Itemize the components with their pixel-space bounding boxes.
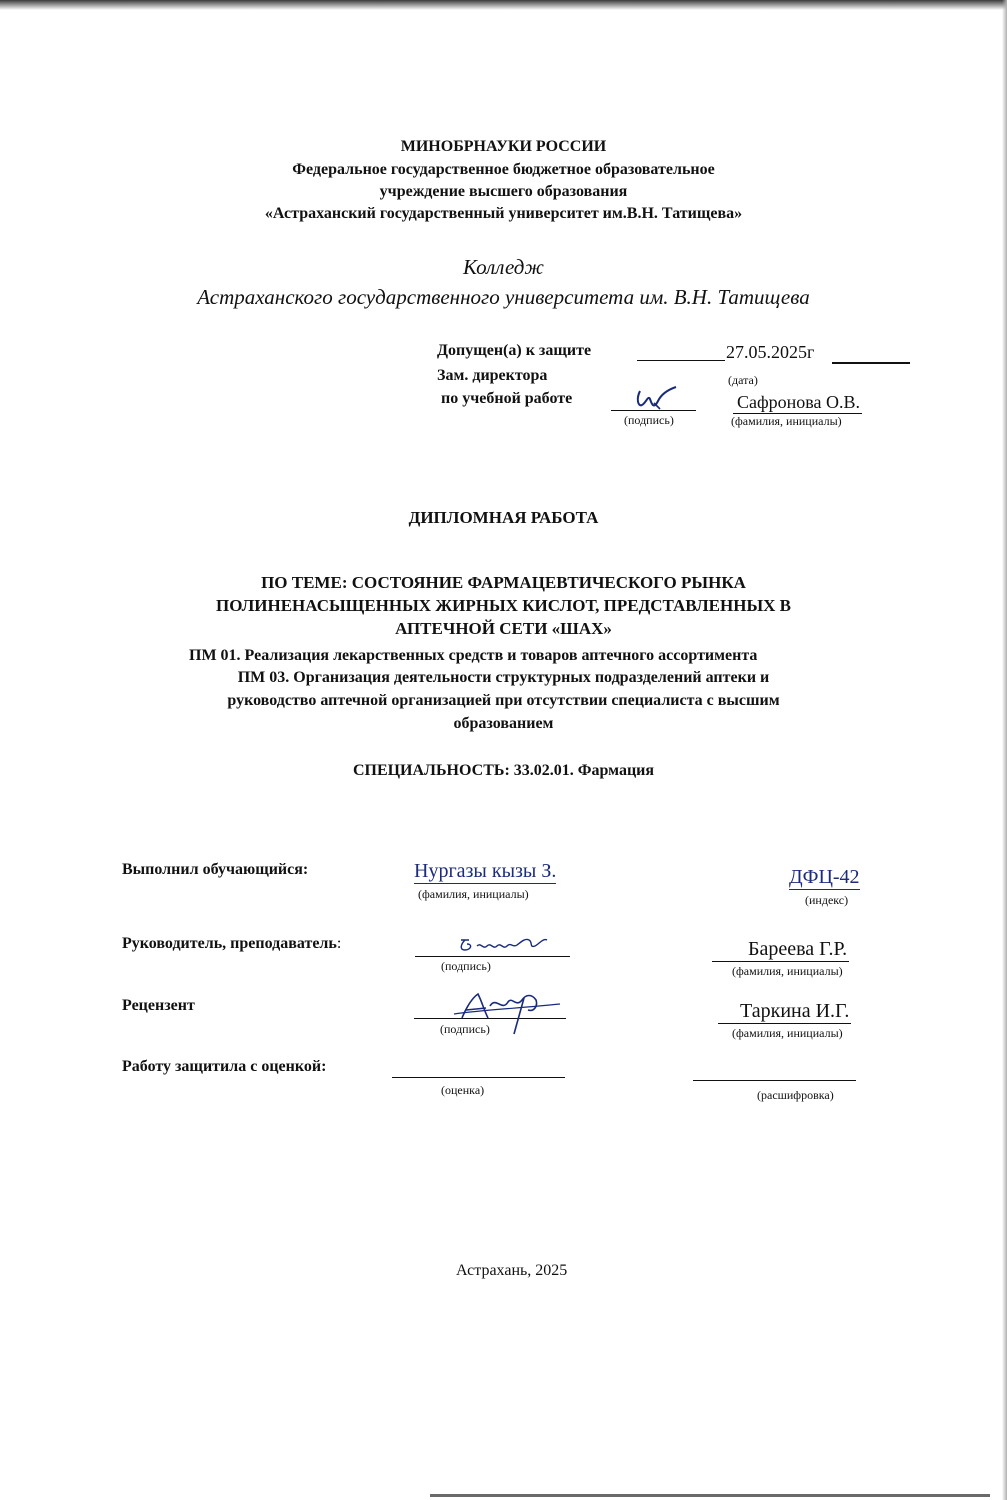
college-university: Астраханского государственного университета им. В.Н. Татищева: [197, 285, 810, 309]
specialty: СПЕЦИАЛЬНОСТЬ: 33.02.01. Фармация: [352, 762, 655, 779]
document-type: ДИПЛОМНАЯ РАБОТА: [408, 508, 599, 527]
deputy-signature-caption: (подпись): [624, 413, 674, 427]
module-03-line-1: ПМ 03. Организация деятельности структурных подразделений аптеки и: [237, 669, 770, 686]
supervisor-label-text: Руководитель, преподаватель: [122, 935, 337, 952]
deputy-subtitle: по учебной работе: [441, 390, 573, 407]
module-01: ПМ 01. Реализация лекарственных средств и товаров аптечного ассортимента: [189, 647, 758, 664]
topic-line-1: ПО ТЕМЕ: СОСТОЯНИЕ ФАРМАЦЕВТИЧЕСКОГО РЫНКА: [261, 573, 746, 592]
module-03-line-3: образованием: [453, 715, 554, 732]
grade-decoding-line: [693, 1080, 856, 1081]
city-year: Астрахань, 2025: [456, 1262, 568, 1279]
grade-line: [392, 1077, 565, 1078]
approval-date: 27.05.2025г: [726, 342, 815, 362]
grade-caption: (оценка): [441, 1083, 485, 1097]
institution-level: учреждение высшего образования: [379, 183, 628, 200]
ministry-name: МИНОБРНАУКИ РОССИИ: [400, 138, 607, 155]
admitted-underline: [637, 360, 725, 361]
reviewer-signature-caption: (подпись): [440, 1022, 490, 1036]
page-edge-bottom: [430, 1494, 990, 1497]
student-group: ДФЦ-42: [789, 866, 860, 888]
supervisor-label-colon: :: [336, 935, 342, 952]
supervisor-signature-line: [415, 956, 570, 957]
supervisor-label: [122, 935, 341, 953]
supervisor-name: Бареева Г.Р.: [712, 938, 849, 962]
student-group-caption: (индекс): [805, 893, 849, 907]
supervisor-signature-caption: (подпись): [441, 959, 491, 973]
topic-line-2: ПОЛИНЕНАСЫЩЕННЫХ ЖИРНЫХ КИСЛОТ, ПРЕДСТАВЛЕННЫХ В: [215, 596, 792, 615]
deputy-signature: [632, 385, 682, 415]
page-edge-shadow: [0, 0, 1007, 10]
deputy-title: Зам. директора: [437, 367, 548, 384]
college-title: Колледж: [463, 255, 544, 279]
student-name-caption: (фамилия, инициалы): [418, 887, 529, 901]
student-name: Нургазы кызы З.: [414, 860, 557, 882]
grade-label: Работу защитила с оценкой:: [122, 1058, 327, 1075]
date-caption: (дата): [728, 373, 758, 387]
page-edge-shadow-right: [1002, 0, 1007, 1500]
topic-line-3: АПТЕЧНОЙ СЕТИ «ШАХ»: [395, 619, 612, 638]
reviewer-label: Рецензент: [122, 997, 195, 1014]
deputy-name-caption: (фамилия, инициалы): [731, 414, 842, 428]
deputy-name: Сафронова О.В.: [733, 392, 862, 414]
module-03-line-2: руководство аптечной организацией при отсутствии специалиста с высшим: [227, 692, 780, 709]
supervisor-signature: [455, 932, 550, 956]
student-label: Выполнил обучающийся:: [122, 861, 309, 878]
supervisor-name-caption: (фамилия, инициалы): [732, 964, 843, 978]
institution-type: Федеральное государственное бюджетное образовательное: [292, 161, 715, 178]
reviewer-name: Таркина И.Г.: [718, 1000, 851, 1024]
date-trailing-underline: [832, 362, 910, 364]
grade-decoding-caption: (расшифровка): [757, 1088, 834, 1102]
reviewer-name-caption: (фамилия, инициалы): [732, 1026, 843, 1040]
admitted-label: Допущен(а) к защите: [437, 342, 592, 359]
university-name: «Астраханский государственный университет им.В.Н. Татищева»: [264, 205, 743, 222]
